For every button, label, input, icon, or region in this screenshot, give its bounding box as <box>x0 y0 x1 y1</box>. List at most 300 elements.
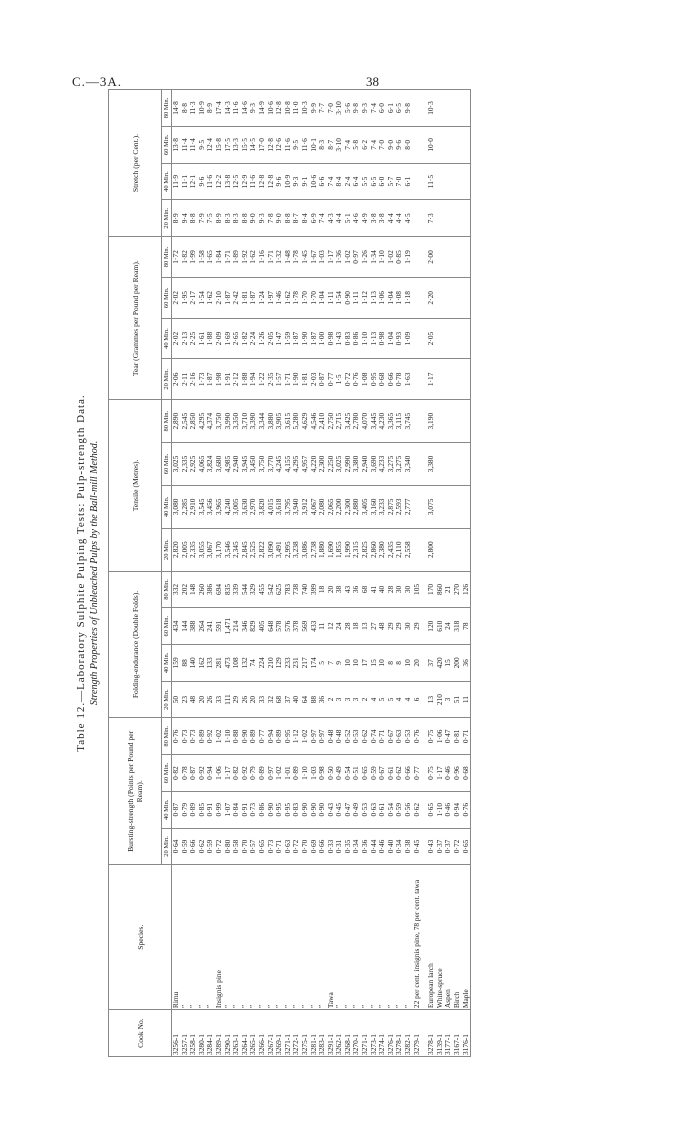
value-cell: 1·26 <box>361 237 370 278</box>
value-cell: 3,160 <box>370 485 379 528</box>
value-cell: 6·6 <box>318 163 327 200</box>
cook-number-cell: 3177-1 <box>444 1010 453 1057</box>
cook-number-cell: 3275-1 <box>301 1010 310 1057</box>
value-cell: 5·5 <box>361 163 370 200</box>
value-cell: 1·48 <box>284 237 293 278</box>
value-cell: 0·62 <box>413 791 422 828</box>
value-cell: 2·35 <box>267 359 276 400</box>
value-cell: 10·3 <box>301 90 310 127</box>
value-cell: 4,220 <box>310 443 319 486</box>
species-cell: ” <box>275 865 284 1010</box>
value-cell: 1,471 <box>224 608 233 645</box>
value-cell <box>462 528 471 571</box>
value-cell: 9·3 <box>292 163 301 200</box>
value-cell: 12·2 <box>215 163 224 200</box>
value-cell: 1·47 <box>275 318 284 359</box>
value-cell: 0·61 <box>387 755 396 792</box>
value-cell: 3,170 <box>215 528 224 571</box>
table-row <box>267 90 276 1057</box>
value-cell: 17·5 <box>224 127 233 164</box>
value-cell: 43 <box>344 571 353 608</box>
value-cell: 1·09 <box>404 318 413 359</box>
value-cell <box>436 237 445 278</box>
cook-number-cell: 3271-1 <box>361 1010 370 1057</box>
value-cell: 4,070 <box>361 400 370 443</box>
value-cell <box>462 163 471 200</box>
value-cell: 1·70 <box>310 277 319 318</box>
value-cell: 8·8 <box>284 200 293 237</box>
subheader-cell: 20 Min. <box>162 828 172 865</box>
value-cell: 10 <box>344 645 353 682</box>
value-cell: 3·10 <box>335 90 344 127</box>
table-row <box>198 90 207 1057</box>
value-cell: 1·00 <box>318 318 327 359</box>
value-cell <box>462 200 471 237</box>
value-cell: 4·4 <box>395 200 404 237</box>
value-cell: 318 <box>453 608 462 645</box>
value-cell: 12·8 <box>267 127 276 164</box>
value-cell: 3,080 <box>172 485 181 528</box>
value-cell: 8·8 <box>181 90 190 127</box>
value-cell: 0·63 <box>395 718 404 755</box>
value-cell <box>462 277 471 318</box>
value-cell: 12·8 <box>275 90 284 127</box>
value-cell: 0·94 <box>453 791 462 828</box>
value-cell: 4,155 <box>284 443 293 486</box>
value-cell: 3,770 <box>267 443 276 486</box>
value-cell: 9·1 <box>301 163 310 200</box>
value-cell: 0·71 <box>275 828 284 865</box>
value-cell: 0·38 <box>404 828 413 865</box>
value-cell: 120 <box>427 608 436 645</box>
value-cell: 0·76 <box>352 359 361 400</box>
value-cell: 133 <box>206 645 215 682</box>
value-cell: 0·72 <box>453 828 462 865</box>
value-cell: 4,240 <box>224 485 233 528</box>
value-cell: 0·90 <box>301 791 310 828</box>
header-species: Species. <box>109 865 172 1010</box>
value-cell: 6·1 <box>387 90 396 127</box>
value-cell: 270 <box>453 571 462 608</box>
value-cell: 5,280 <box>292 400 301 443</box>
value-cell: 1·11 <box>327 277 336 318</box>
value-cell <box>444 528 453 571</box>
value-cell: 15·8 <box>215 127 224 164</box>
header-stretch: Stretch (per Cent.). <box>109 90 162 237</box>
value-cell: 1·02 <box>215 718 224 755</box>
value-cell: 3,390 <box>249 400 258 443</box>
value-cell <box>453 359 462 400</box>
value-cell: 0·45 <box>413 828 422 865</box>
value-cell: 0·97 <box>318 718 327 755</box>
value-cell: 0·56 <box>404 791 413 828</box>
value-cell: 1·06 <box>378 277 387 318</box>
value-cell: 3,380 <box>352 443 361 486</box>
value-cell: 4 <box>370 681 379 718</box>
value-cell: 9·6 <box>275 163 284 200</box>
value-cell: 3,238 <box>292 528 301 571</box>
value-cell: 6·5 <box>370 163 379 200</box>
table-row <box>352 90 361 1057</box>
value-cell <box>462 318 471 359</box>
value-cell: 10·6 <box>310 163 319 200</box>
value-cell: 9·5 <box>198 127 207 164</box>
value-cell: 1·17 <box>327 237 336 278</box>
value-cell: 5 <box>387 681 396 718</box>
value-cell <box>453 200 462 237</box>
value-cell: 1·90 <box>292 359 301 400</box>
value-cell: 1·88 <box>241 359 250 400</box>
value-cell: 1,990 <box>344 528 353 571</box>
value-cell <box>444 127 453 164</box>
value-cell: 0·68 <box>462 755 471 792</box>
value-cell: 2·03 <box>310 359 319 400</box>
value-cell: 0·89 <box>198 718 207 755</box>
value-cell: 3,275 <box>395 443 404 486</box>
value-cell: 2,990 <box>344 443 353 486</box>
value-cell: 17·4 <box>215 90 224 127</box>
value-cell: 144 <box>181 608 190 645</box>
value-cell: 3,445 <box>370 400 379 443</box>
value-cell: 214 <box>232 608 241 645</box>
value-cell: 0·74 <box>370 718 379 755</box>
value-cell: 625 <box>275 571 284 608</box>
value-cell: 0·83 <box>292 791 301 828</box>
value-cell <box>436 485 445 528</box>
value-cell: 3 <box>352 681 361 718</box>
value-cell: 2,345 <box>232 528 241 571</box>
header-bursting: Bursting-strength (Points per Pound per Ream). <box>109 718 162 865</box>
value-cell: 7·4 <box>370 127 379 164</box>
value-cell: 2·02 <box>172 318 181 359</box>
value-cell: 29 <box>413 608 422 645</box>
header-folding: Folding-endurance (Double Folds). <box>109 571 162 718</box>
value-cell: 0·95 <box>370 359 379 400</box>
value-cell: 1·08 <box>361 359 370 400</box>
value-cell: 11·6 <box>284 127 293 164</box>
species-cell: ” <box>241 865 250 1010</box>
value-cell: 10 <box>378 645 387 682</box>
value-cell: 0·46 <box>444 755 453 792</box>
value-cell: 2,558 <box>404 528 413 571</box>
value-cell: 0·90 <box>267 791 276 828</box>
value-cell: 1·71 <box>284 359 293 400</box>
value-cell: 578 <box>275 608 284 645</box>
value-cell: 29 <box>395 608 404 645</box>
value-cell: 0·84 <box>232 791 241 828</box>
subheader-cell: 20 Min. <box>162 359 172 400</box>
value-cell: 0·50 <box>327 755 336 792</box>
value-cell: 9·0 <box>387 127 396 164</box>
value-cell <box>462 443 471 486</box>
value-cell: 11·9 <box>172 163 181 200</box>
subheader-cell: 40 Min. <box>162 645 172 682</box>
value-cell: 1·08 <box>395 277 404 318</box>
value-cell: 1·57 <box>275 359 284 400</box>
value-cell <box>462 127 471 164</box>
value-cell: 2,820 <box>172 528 181 571</box>
value-cell: 2·16 <box>189 359 198 400</box>
value-cell: 0·57 <box>249 828 258 865</box>
species-cell: ” <box>258 865 267 1010</box>
page-header-left: C.—3A. <box>72 74 123 89</box>
value-cell: 148 <box>189 571 198 608</box>
value-cell <box>436 359 445 400</box>
value-cell: 3,795 <box>284 485 293 528</box>
value-cell: 6·1 <box>404 163 413 200</box>
value-cell: 2,750 <box>327 400 336 443</box>
species-cell: ” <box>232 865 241 1010</box>
cook-number-cell: 3283-1 <box>318 1010 327 1057</box>
value-cell: 50 <box>172 681 181 718</box>
species-cell: Tawa <box>327 865 336 1010</box>
value-cell: 0·82 <box>232 755 241 792</box>
value-cell: 0·43 <box>327 791 336 828</box>
value-cell: 3,025 <box>335 443 344 486</box>
value-cell: 3,233 <box>378 485 387 528</box>
value-cell: 2,940 <box>232 443 241 486</box>
value-cell: 28 <box>344 608 353 645</box>
value-cell <box>462 90 471 127</box>
value-cell: 433 <box>310 608 319 645</box>
value-cell: 2,940 <box>361 443 370 486</box>
value-cell: 0·96 <box>453 755 462 792</box>
value-cell: 6 <box>413 681 422 718</box>
value-cell: 0·92 <box>198 755 207 792</box>
value-cell: 0·59 <box>370 755 379 792</box>
value-cell: 1·87 <box>224 277 233 318</box>
value-cell: 8·7 <box>292 200 301 237</box>
value-cell: 2·12 <box>232 359 241 400</box>
value-cell: 2,910 <box>189 485 198 528</box>
value-cell: 0·87 <box>318 359 327 400</box>
value-cell: 3,425 <box>344 400 353 443</box>
value-cell: 14·6 <box>241 90 250 127</box>
value-cell: 11·0 <box>292 90 301 127</box>
value-cell: 1·19 <box>404 237 413 278</box>
value-cell: 2·00 <box>427 237 436 278</box>
cook-number-cell: 3291-1 <box>327 1010 336 1057</box>
value-cell: 8·4 <box>301 200 310 237</box>
cook-number-cell: 3268-1 <box>344 1010 353 1057</box>
table-row <box>395 90 404 1057</box>
value-cell: 14·9 <box>258 90 267 127</box>
value-cell: 2,065 <box>327 485 336 528</box>
value-cell: 2,250 <box>327 443 336 486</box>
value-cell <box>444 443 453 486</box>
value-cell: 1·62 <box>206 277 215 318</box>
value-cell: 241 <box>206 608 215 645</box>
value-cell: 200 <box>453 645 462 682</box>
value-cell: 5 <box>318 645 327 682</box>
value-cell: 835 <box>224 571 233 608</box>
value-cell: 5·7 <box>387 163 396 200</box>
value-cell: 5·6 <box>344 90 353 127</box>
species-cell: Maple <box>462 865 471 1010</box>
value-cell: 8·7 <box>327 127 336 164</box>
value-cell: 1·24 <box>258 277 267 318</box>
value-cell: 36 <box>352 571 361 608</box>
value-cell: 11·5 <box>427 163 436 200</box>
value-cell: 2,593 <box>395 485 404 528</box>
value-cell: 4·5 <box>404 200 413 237</box>
value-cell <box>444 163 453 200</box>
table-row <box>335 90 344 1057</box>
cook-number-cell: 3290-1 <box>224 1010 233 1057</box>
value-cell: 8·3 <box>318 127 327 164</box>
value-cell: 1·90 <box>301 318 310 359</box>
value-cell: 18 <box>352 608 361 645</box>
table-row <box>224 90 233 1057</box>
value-cell: 0·95 <box>284 791 293 828</box>
value-cell: 14·8 <box>172 90 181 127</box>
species-cell: European larch <box>427 865 436 1010</box>
value-cell: 4,546 <box>310 400 319 443</box>
value-cell: 829 <box>249 608 258 645</box>
value-cell: 0·65 <box>258 828 267 865</box>
value-cell: 162 <box>198 645 207 682</box>
header-cook: Cook No. <box>109 1010 172 1057</box>
species-cell: ” <box>284 865 293 1010</box>
header-tear: Tear (Grammes per Pound per Ream). <box>109 237 162 400</box>
value-cell: 3,090 <box>267 528 276 571</box>
species-cell: ” <box>344 865 353 1010</box>
subheader-cell: 80 Min. <box>162 718 172 755</box>
value-cell: 2,715 <box>335 400 344 443</box>
table-row <box>189 90 198 1057</box>
value-cell: 8·9 <box>215 200 224 237</box>
value-cell: 13·8 <box>224 163 233 200</box>
value-cell: 7·3 <box>427 200 436 237</box>
value-cell: 1·02 <box>275 755 284 792</box>
value-cell: 3,680 <box>215 443 224 486</box>
value-cell: 1·06 <box>436 718 445 755</box>
cook-number-cell: 3274-1 <box>378 1010 387 1057</box>
value-cell: 0·45 <box>335 791 344 828</box>
value-cell: 4·3 <box>327 200 336 237</box>
value-cell: 0·89 <box>258 755 267 792</box>
value-cell: 9·8 <box>352 90 361 127</box>
value-cell: 1·62 <box>249 237 258 278</box>
value-cell: 10·6 <box>267 90 276 127</box>
value-cell: 37 <box>427 645 436 682</box>
value-cell: 0·76 <box>462 791 471 828</box>
value-cell: 10·9 <box>284 163 293 200</box>
value-cell: 2,880 <box>352 485 361 528</box>
value-cell: 569 <box>301 608 310 645</box>
value-cell: 1·70 <box>301 277 310 318</box>
value-cell: 3 <box>344 681 353 718</box>
value-cell: 1·87 <box>206 359 215 400</box>
value-cell: 8·3 <box>224 200 233 237</box>
value-cell: 9·6 <box>198 163 207 200</box>
value-cell: 1,880 <box>318 528 327 571</box>
value-cell: 7·8 <box>267 200 276 237</box>
value-cell: 3,380 <box>427 443 436 486</box>
value-cell: 24 <box>444 608 453 645</box>
table-row <box>275 90 284 1057</box>
value-cell: 1·97 <box>267 277 276 318</box>
value-cell: 88 <box>181 645 190 682</box>
value-cell <box>453 528 462 571</box>
cook-number-cell: 3263-1 <box>232 1010 241 1057</box>
value-cell: 3·8 <box>370 200 379 237</box>
value-cell: 0·90 <box>310 791 319 828</box>
value-cell: 3,275 <box>387 443 396 486</box>
value-cell: 15 <box>370 645 379 682</box>
value-cell: 1·95 <box>181 277 190 318</box>
subheader-cell: 80 Min. <box>162 571 172 608</box>
value-cell: 0·58 <box>232 828 241 865</box>
value-cell: 11·4 <box>189 127 198 164</box>
value-cell: 10·3 <box>427 90 436 127</box>
value-cell: 2·42 <box>232 277 241 318</box>
value-cell: 0·37 <box>444 828 453 865</box>
value-cell: 0·62 <box>198 828 207 865</box>
value-cell: 1·03 <box>318 237 327 278</box>
value-cell: 1·01 <box>284 755 293 792</box>
value-cell <box>436 163 445 200</box>
value-cell: 129 <box>275 645 284 682</box>
value-cell <box>413 127 422 164</box>
table-row <box>172 90 181 1057</box>
value-cell: 8 <box>395 645 404 682</box>
value-cell: 12 <box>327 608 336 645</box>
table-row <box>387 90 396 1057</box>
value-cell: 2·20 <box>427 277 436 318</box>
value-cell: 4·9 <box>361 200 370 237</box>
subheader-cell: 60 Min. <box>162 277 172 318</box>
value-cell: 3,545 <box>198 485 207 528</box>
value-cell <box>462 485 471 528</box>
table-body <box>172 90 471 1057</box>
value-cell: 15·5 <box>241 127 250 164</box>
species-cell: ” <box>378 865 387 1010</box>
value-cell: 1·45 <box>301 237 310 278</box>
value-cell: 264 <box>198 608 207 645</box>
value-cell: 420 <box>436 645 445 682</box>
value-cell: 0·72 <box>292 828 301 865</box>
value-cell: 0·54 <box>387 791 396 828</box>
value-cell: 0·71 <box>462 718 471 755</box>
value-cell: 18 <box>318 571 327 608</box>
value-cell: 2,995 <box>284 528 293 571</box>
value-cell: 1·43 <box>335 318 344 359</box>
value-cell: 3·8 <box>378 200 387 237</box>
cook-number-cell: 3271-1 <box>284 1010 293 1057</box>
value-cell: 0·90 <box>241 718 250 755</box>
value-cell: 4,957 <box>301 443 310 486</box>
value-cell: 0·62 <box>395 755 404 792</box>
table-row <box>427 90 436 1057</box>
value-cell: 33 <box>258 681 267 718</box>
value-cell: 1·13 <box>370 277 379 318</box>
value-cell: 0·36 <box>361 828 370 865</box>
value-cell: 4,233 <box>378 443 387 486</box>
value-cell: 13·8 <box>172 127 181 164</box>
value-cell: 738 <box>292 571 301 608</box>
value-cell: 0·62 <box>361 718 370 755</box>
table-row <box>361 90 370 1057</box>
value-cell: 4,295 <box>292 443 301 486</box>
value-cell: 0·72 <box>344 359 353 400</box>
value-cell: 6·9 <box>310 200 319 237</box>
value-cell <box>444 485 453 528</box>
value-cell: 7 <box>327 645 336 682</box>
value-cell: 405 <box>258 608 267 645</box>
value-cell: 21 <box>444 571 453 608</box>
value-cell: 1·84 <box>215 237 224 278</box>
